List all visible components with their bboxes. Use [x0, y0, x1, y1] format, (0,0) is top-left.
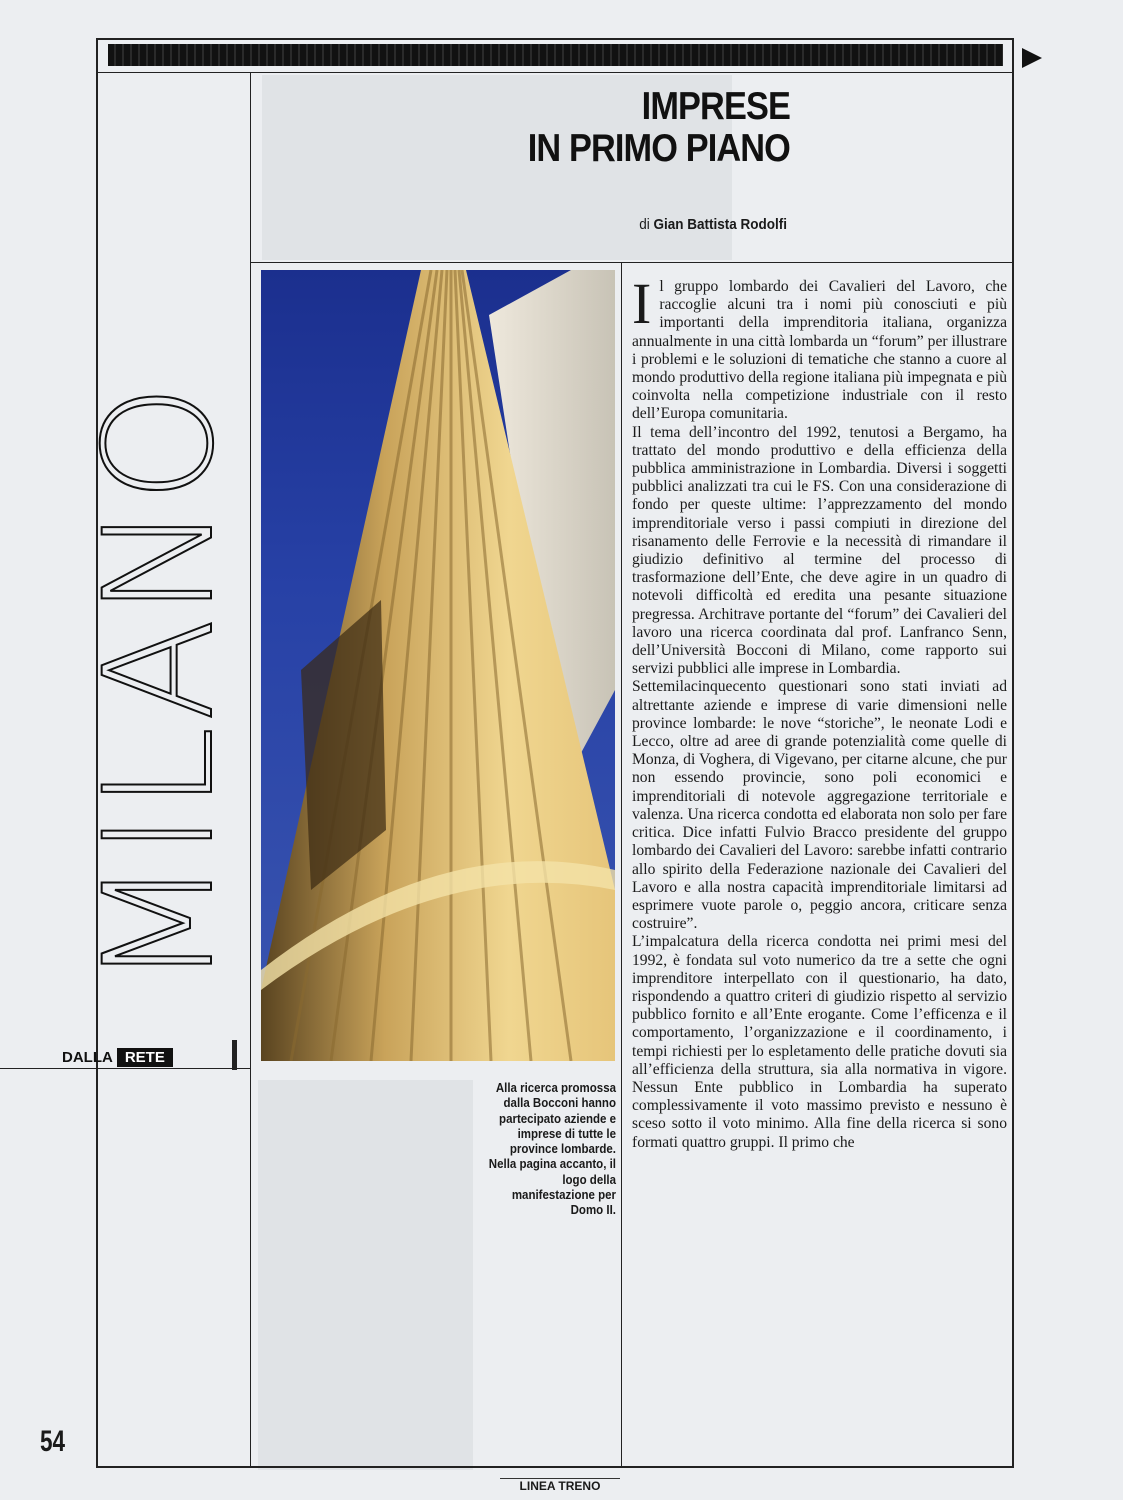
- byline-prefix: di: [639, 216, 650, 233]
- frame-top: [96, 38, 1014, 40]
- page-number: 54: [40, 1425, 66, 1458]
- rubric-word-2: RETE: [117, 1048, 173, 1067]
- show-through-block: [258, 1080, 473, 1470]
- body-paragraph: Il tema dell’incontro del 1992, tenutosi a Bergamo, ha trattato del mondo produttivo e della efficienza della pubblica amministrazione in Lombardia. Diversi i soggetti pubblici analizzati tra cui le FS. Con una considerazione di fondo per queste ultime: l’apprezzamento del mondo imprenditoriale verso i passi compiuti in direzione del risanamento delle Ferrovie e la necessità di rimandare il giudizio definitivo al termine del processo di trasformazione dell’Ente, che deve agire in un quadro di notevoli difficoltà ed eredita una pesante situazione pregressa. Architrave portante del “forum” dei Cavalieri del lavoro una ricerca coordinata dal prof. Lanfranco Senn, dell’Università Bocconi di Milano, come rapporto sui servizi pubblici alle imprese in Lombardia.: [632, 423, 1007, 678]
- header-bar: [108, 44, 1003, 66]
- photo-caption: Alla ricerca promossa dalla Bocconi hanno partecipato aziende e imprese di tutte le province lombarde. Nella pagina accanto, il logo della manifestazione per Domo II.: [488, 1081, 616, 1218]
- byline-author: Gian Battista Rodolfi: [653, 216, 787, 233]
- body-paragraph: Settemilacinquecento questionari sono stati inviati ad altrettante aziende e imprese di varie dimensioni nelle province lombarde: le nove “storiche”, le neonate Lodi e Lecco, oltre ad aree di grande potenzialità come quelle di Monza, di Voghera, di Vigevano, per citarne alcune, che pur non essendo provincie, sono poli economici e imprenditoriali di notevole aggregazione territoriale e valenza. Una ricerca condotta ed elaborata non solo per fare critica. Dice infatti Fulvio Bracco presidente del gruppo lombardo dei Cavalieri del Lavoro: sarebbe infatti contrario allo spirito della Federazione nazionale dei Cavalieri del Lavoro e alla nostra capacità imprenditoriale limitarsi ad esprimere vuote parole o, peggio ancora, criticare senza costruire”.: [632, 678, 1007, 933]
- footer-publication: LINEA TRENO: [500, 1478, 620, 1493]
- rule-under-byline: [250, 262, 1014, 263]
- triangle-right-icon: [1022, 48, 1042, 68]
- frame-right: [1012, 38, 1014, 1468]
- rubric-word-1: DALLA: [62, 1048, 113, 1066]
- column-rule-left: [250, 72, 251, 1468]
- skyscraper-illustration: [261, 270, 615, 1061]
- rule-under-bar: [96, 72, 1014, 73]
- skyscraper-photo: [261, 270, 615, 1061]
- section-marker-bar: [232, 1040, 237, 1070]
- article-body: [632, 271, 1007, 1152]
- rubric-rule: [0, 1068, 250, 1069]
- body-paragraph: Il gruppo lombardo dei Cavalieri del Lavoro, che raccoglie alcuni tra i nomi più conosciuti e più importanti della imprenditoria italiana, organizza annualmente in una città lombarda un “forum” per illustrare i problemi e le soluzioni di tematiche che stanno a cuore al mondo produttivo della regione italiana più impegnata e più coinvolta nella competizione industriale con il resto dell’Europa comunitaria.: [632, 271, 1007, 423]
- body-paragraph: L’impalcatura della ricerca condotta nei primi mesi del 1992, è fondata sul voto numerico da tre a sette che ogni imprenditore interpellato con il questionario, ha dato, rispondendo a quattro criteri di giudizio rispetto al servizio pubblico fornito e all’Ente erogante. Come l’efficenza e il comportamento, l’organizzazione e il coordinamento, i tempi richiesti per lo espletamento delle pratiche dovuti sia all’efficienza della struttura, sia alla normativa in vigore. Nessun Ente pubblico in Lombardia ha superato complessivamente il voto massimo previsto e nessuno è sceso sotto il voto minimo. Alla fine della ricerca si sono formati quattro gruppi. Il primo che: [632, 933, 1007, 1151]
- article-title: [482, 86, 790, 170]
- title-line-2: IN PRIMO PIANO: [527, 127, 790, 170]
- frame-bottom: [96, 1466, 1014, 1468]
- column-rule-body: [621, 262, 622, 1468]
- byline: [493, 216, 787, 233]
- drop-cap: I: [632, 271, 652, 336]
- title-line-1: IMPRESE: [641, 85, 790, 128]
- rubric-label: [58, 1047, 173, 1067]
- section-label: MILANO: [73, 382, 247, 988]
